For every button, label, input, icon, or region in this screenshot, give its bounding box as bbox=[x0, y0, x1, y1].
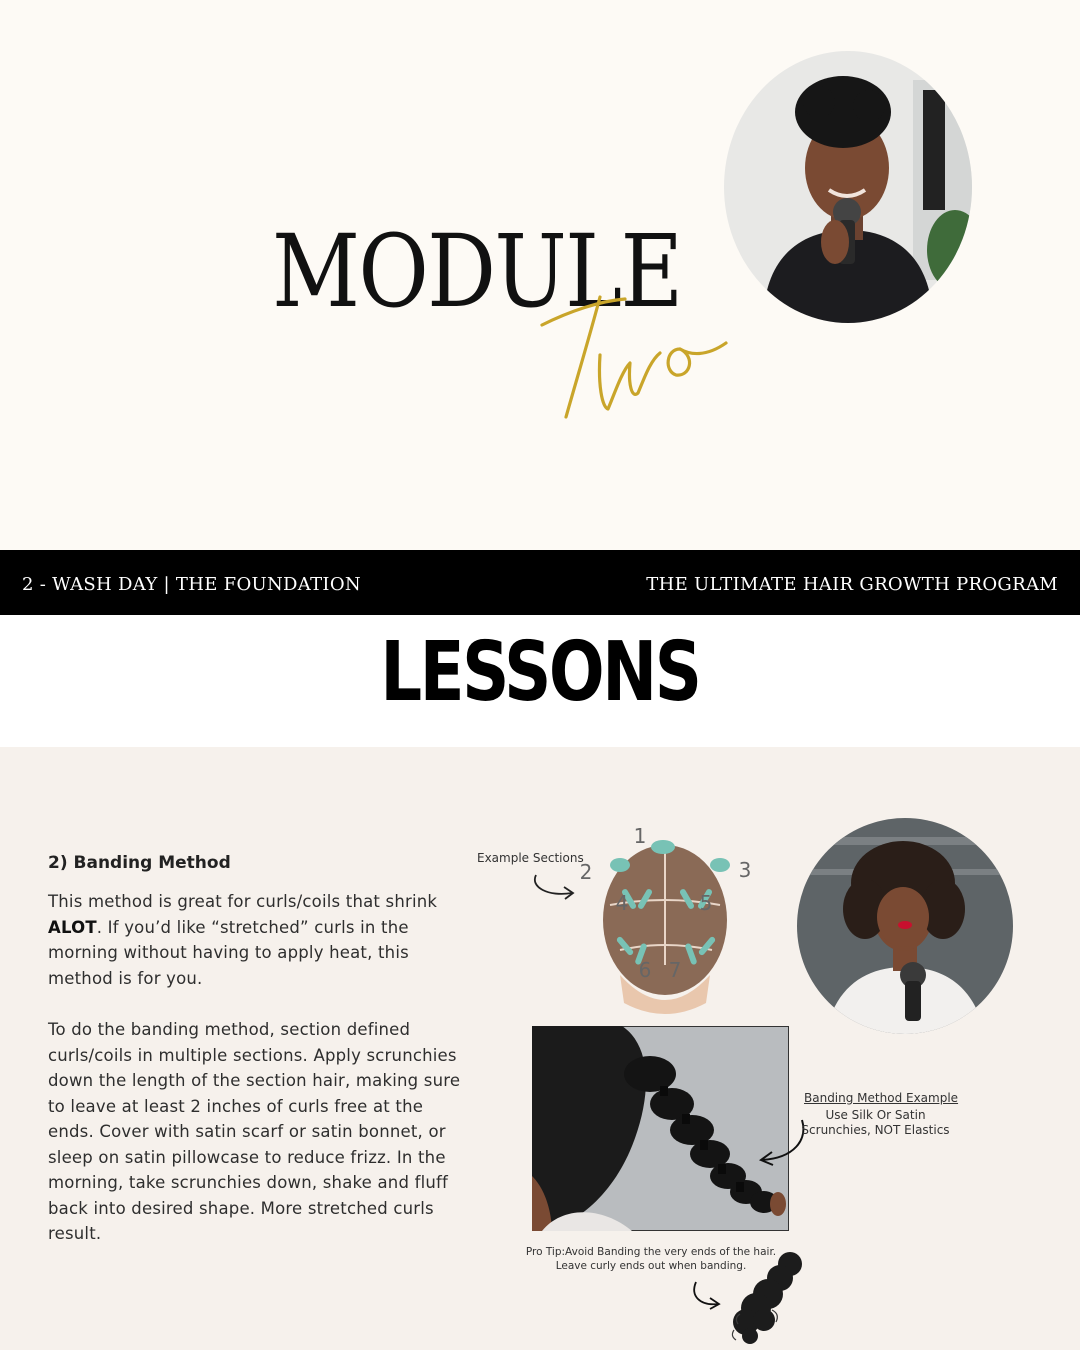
section-number: 7 bbox=[668, 958, 682, 982]
lesson-intro-paragraph bbox=[48, 889, 468, 991]
lesson-heading: 2) Banding Method bbox=[48, 853, 231, 873]
module-title: MODULE bbox=[272, 213, 682, 330]
arrow-icon bbox=[690, 1280, 722, 1310]
lesson-instructions-paragraph: To do the banding method, section defined curls/coils in multiple sections. Apply scrunchies down the length of the section hair, making sure to leave at least 2 inches of curls free at the ends. Cover with satin scarf or satin bonnet, or sleep on satin pillowcase to reduce frizz. In the morning, take scrunchies down, shake and fluff back into desired shape. More stretched curls result. bbox=[48, 1020, 461, 1243]
intro-text-end: . If you’d like “stretched” curls in the morning without having to apply heat, this method is for you. bbox=[48, 917, 409, 988]
banding-example-title: Banding Method Example bbox=[804, 1091, 959, 1105]
presenter-video-thumbnail[interactable] bbox=[795, 817, 1015, 1035]
intro-emphasis: ALOT bbox=[48, 917, 97, 937]
section-number: 3 bbox=[738, 858, 752, 882]
section-number: 6 bbox=[638, 958, 652, 982]
pro-tip-note: Pro Tip:Avoid Banding the very ends of the hair. Leave curly ends out when banding. bbox=[525, 1246, 777, 1272]
curly-ends-photo bbox=[720, 1250, 815, 1345]
example-sections-label: Example Sections bbox=[477, 851, 584, 865]
section-number: 2 bbox=[579, 860, 593, 884]
module-number-script bbox=[530, 275, 730, 425]
intro-text-start: This method is great for curls/coils that shrink bbox=[48, 892, 438, 911]
presenter-video-thumbnail[interactable] bbox=[723, 50, 973, 325]
program-name: THE ULTIMATE HAIR GROWTH PROGRAM bbox=[646, 574, 1058, 595]
section-number: 1 bbox=[633, 825, 647, 848]
section-number: 4 bbox=[615, 891, 629, 915]
banding-example-photo bbox=[532, 1026, 789, 1231]
banding-example-note: Use Silk Or Satin Scrunchies, NOT Elastics bbox=[801, 1108, 950, 1137]
lessons-title: LESSONS bbox=[380, 625, 700, 720]
lesson-breadcrumb: 2 - WASH DAY | THE FOUNDATION bbox=[22, 574, 361, 595]
section-number: 5 bbox=[699, 891, 713, 915]
